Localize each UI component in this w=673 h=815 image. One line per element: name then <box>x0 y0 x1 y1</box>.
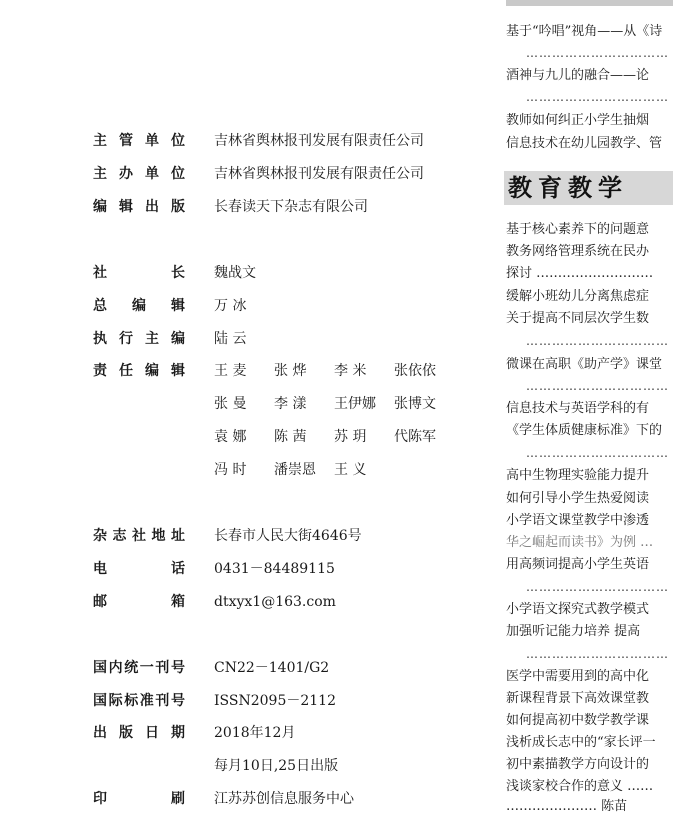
toc-entry[interactable]: 初中素描教学方向设计的 <box>506 757 650 772</box>
masthead-row-phone <box>0 558 490 580</box>
value-supervisor: 吉林省舆林报刊发展有限责任公司 <box>214 133 424 149</box>
label-publisher: 编 辑 出 版 <box>93 199 185 215</box>
section-title: 教育教学 <box>508 174 628 202</box>
toc-leader: …………………………… <box>526 46 669 60</box>
editor-name: 王 麦 <box>214 363 247 379</box>
masthead-row-editors-2 <box>0 393 490 415</box>
label-cn: 国 内 统 一 刊 号 <box>93 660 185 676</box>
editor-name: 王伊娜 <box>334 396 376 412</box>
editor-name: 王 义 <box>334 462 367 478</box>
masthead-row-executive-editor <box>0 328 490 350</box>
toc-leader: …………………………… <box>526 446 669 460</box>
editor-names <box>214 393 454 415</box>
masthead-row-email <box>0 591 490 613</box>
editor-name: 代陈军 <box>394 429 436 445</box>
label-sponsor: 主 办 单 位 <box>93 166 185 182</box>
toc-entry[interactable]: 缓解小班幼儿分离焦虑症 <box>506 289 650 304</box>
label-printer: 印 刷 <box>93 791 185 807</box>
editor-name: 潘崇恩 <box>274 462 316 478</box>
toc-entry[interactable]: 浅析成长志中的“家长评一 <box>506 735 656 750</box>
toc-entry[interactable]: 小学语文课堂教学中渗透 <box>506 513 650 528</box>
section-header <box>504 171 673 205</box>
toc-entry[interactable]: 新课程背景下高效课堂教 <box>506 691 650 706</box>
masthead-row-cn <box>0 657 490 679</box>
toc-entry[interactable]: 教师如何纠正小学生抽烟 <box>506 113 650 128</box>
toc-entry[interactable]: 微课在高职《助产学》课堂 <box>506 357 663 372</box>
value-address: 长春市人民大街4646号 <box>214 528 362 544</box>
toc-entry[interactable]: 加强听记能力培养 提高 <box>506 624 641 639</box>
toc-entry[interactable]: 信息技术与英语学科的有 <box>506 401 650 416</box>
label-email: 邮 箱 <box>93 594 185 610</box>
toc-entry[interactable]: 基于核心素养下的问题意 <box>506 222 650 237</box>
masthead-row-editors-4 <box>0 459 490 481</box>
masthead-row-schedule <box>0 755 490 777</box>
masthead-row-editors-3 <box>0 426 490 448</box>
toc-entry[interactable]: 探讨 ……………………… <box>506 266 654 281</box>
toc-entry[interactable]: 关于提高不同层次学生数 <box>506 311 650 326</box>
value-issn: ISSN2095－2112 <box>214 693 336 709</box>
masthead-row-editors-1 <box>0 360 490 382</box>
label-address: 杂 志 社 地 址 <box>93 528 185 544</box>
editor-name: 张博文 <box>394 396 436 412</box>
value-cn: CN22－1401/G2 <box>214 660 330 676</box>
editor-names <box>214 459 454 481</box>
value-sponsor: 吉林省舆林报刊发展有限责任公司 <box>214 166 424 182</box>
editor-name: 冯 时 <box>214 462 247 478</box>
editor-name: 李 漾 <box>274 396 307 412</box>
editor-name: 张依依 <box>394 363 436 379</box>
toc-entry[interactable]: 信息技术在幼儿园教学、管 <box>506 136 663 151</box>
toc-entry[interactable]: 浅谈家校合作的意义 …… <box>506 779 654 794</box>
masthead-row-pubdate <box>0 722 490 744</box>
value-schedule: 每月10日,25日出版 <box>214 758 339 774</box>
label-phone: 电 话 <box>93 561 185 577</box>
label-pubdate: 出 版 日 期 <box>93 725 185 741</box>
value-executive-editor: 陆 云 <box>214 331 247 347</box>
toc-entry[interactable]: 《学生体质健康标准》下的 <box>506 423 663 438</box>
masthead-row-issn <box>0 690 490 712</box>
editor-name: 陈 茜 <box>274 429 307 445</box>
toc-entry[interactable]: 用高频词提高小学生英语 <box>506 557 650 572</box>
editor-name: 张 烨 <box>274 363 307 379</box>
label-executive-editor: 执 行 主 编 <box>93 331 185 347</box>
toc-leader: …………………………… <box>526 90 669 104</box>
toc-entry[interactable]: ………………… 陈苗 <box>506 799 628 814</box>
masthead-row-publisher <box>0 196 490 218</box>
masthead-row-supervisor <box>0 130 490 152</box>
table-of-contents <box>500 0 673 815</box>
top-band <box>506 0 673 6</box>
label-responsible-editors: 责 任 编 辑 <box>93 363 185 379</box>
label-president: 社 长 <box>93 265 185 281</box>
value-pubdate: 2018年12月 <box>214 725 296 741</box>
editor-name: 张 曼 <box>214 396 247 412</box>
value-email: dtxyx1@163.com <box>214 594 336 610</box>
editor-name: 李 米 <box>334 363 367 379</box>
toc-entry[interactable]: 高中生物理实验能力提升 <box>506 468 650 483</box>
masthead-row-printer <box>0 788 490 810</box>
toc-leader: …………………………… <box>526 334 669 348</box>
value-phone: 0431－84489115 <box>214 561 335 577</box>
masthead-row-sponsor <box>0 163 490 185</box>
toc-leader: …………………………… <box>526 379 669 393</box>
toc-entry-continued[interactable]: 华之崛起而读书》为例 … <box>506 535 654 550</box>
editor-name: 袁 娜 <box>214 429 247 445</box>
toc-leader: …………………………… <box>526 580 669 594</box>
editor-name: 苏 玥 <box>334 429 367 445</box>
toc-entry[interactable]: 基于“吟唱”视角——从《诗 <box>506 24 663 39</box>
toc-leader: …………………………… <box>526 647 669 661</box>
masthead-row-address <box>0 525 490 547</box>
label-supervisor: 主 管 单 位 <box>93 133 185 149</box>
toc-entry[interactable]: 如何引导小学生热爱阅读 <box>506 491 650 506</box>
value-president: 魏战文 <box>214 265 256 281</box>
label-editor-in-chief: 总 编 辑 <box>93 298 185 314</box>
toc-entry[interactable]: 教务网络管理系统在民办 <box>506 244 650 259</box>
editor-names <box>214 360 454 382</box>
value-printer: 江苏苏创信息服务中心 <box>214 791 354 807</box>
editor-names <box>214 426 454 448</box>
toc-entry[interactable]: 如何提高初中数学教学课 <box>506 713 650 728</box>
toc-entry[interactable]: 酒神与九儿的融合——论 <box>506 68 650 83</box>
value-publisher: 长春读天下杂志有限公司 <box>214 199 368 215</box>
toc-entry[interactable]: 小学语文探究式教学模式 <box>506 602 650 617</box>
label-issn: 国 际 标 准 刊 号 <box>93 693 185 709</box>
toc-entry[interactable]: 医学中需要用到的高中化 <box>506 669 650 684</box>
value-editor-in-chief: 万 冰 <box>214 298 247 314</box>
masthead-row-president <box>0 262 490 284</box>
masthead-row-editor-in-chief <box>0 295 490 317</box>
